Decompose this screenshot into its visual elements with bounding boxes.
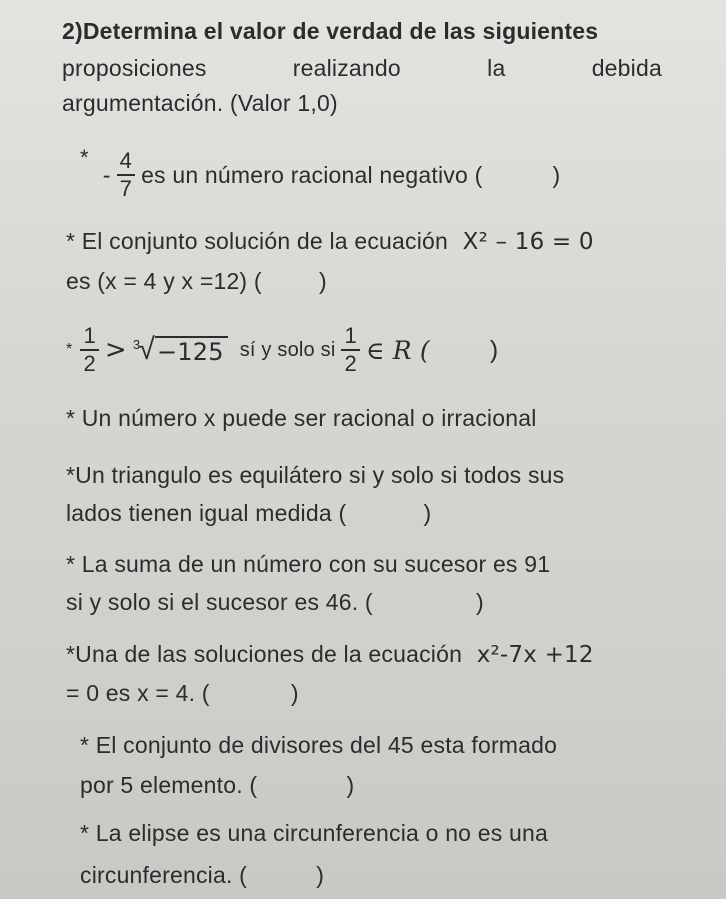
proposition-9-line-1 (80, 820, 548, 847)
p8-text-1: * El conjunto de divisores del 45 esta formado (80, 732, 558, 758)
p2-equation: X² – 16 = 0 (462, 229, 594, 255)
p9-text-2: circunferencia. ( (80, 862, 248, 888)
p3-greater-than: > (104, 335, 127, 365)
proposition-2-line-2 (66, 268, 327, 295)
p9-text-1: * La elipse es una circunferencia o no es una (80, 820, 549, 846)
heading-line-2 (62, 55, 662, 82)
p5-text-2: lados tienen igual medida ( (66, 500, 347, 526)
p6-text-2: si y solo si el sucesor es 46. ( (66, 589, 373, 615)
proposition-6-line-2 (66, 589, 484, 616)
heading-word-4: debida (591, 55, 662, 81)
heading-word-1: proposiciones (62, 55, 207, 81)
p1-text: es un número racional negativo ( (141, 161, 483, 188)
proposition-9-line-2 (80, 862, 324, 889)
p3-text: sí y solo si (239, 338, 336, 361)
p3-radicand: −125 (155, 336, 228, 365)
heading-text-1: 2)Determina el valor de verdad de las siguientes (62, 18, 599, 44)
p3-radical-sign: √ (138, 333, 155, 366)
p1-fraction (117, 150, 135, 200)
p3-denominator-2: 2 (344, 351, 357, 376)
proposition-3 (66, 318, 498, 382)
p3-denominator-1: 2 (83, 351, 96, 376)
heading-word-3: la (487, 55, 506, 81)
p3-bullet: * (66, 341, 73, 358)
p8-text-2: por 5 elemento. ( (80, 772, 258, 798)
proposition-1 (80, 145, 560, 205)
p2-text-2: es (x = 4 y x =12) ( (66, 268, 262, 294)
p1-close: ) (552, 161, 561, 188)
p3-fraction-2 (341, 325, 359, 375)
p6-close: ) (475, 589, 484, 615)
p7-text-1: *Una de las soluciones de la ecuación (66, 641, 463, 667)
proposition-8-line-2 (80, 772, 354, 799)
p9-close: ) (316, 862, 325, 888)
proposition-7-line-2 (66, 680, 299, 707)
p2-text-1: * El conjunto solución de la ecuación (66, 228, 449, 254)
p7-equation: x²-7x +12 (476, 642, 594, 668)
p7-text-2: = 0 es x = 4. ( (66, 680, 210, 706)
heading-word-2: realizando (292, 55, 401, 81)
p3-element-of-reals: ∈ R ( (365, 335, 430, 365)
p3-numerator-2: 1 (341, 325, 359, 351)
p2-close: ) (318, 268, 327, 294)
proposition-7-line-1 (66, 641, 594, 668)
p1-numerator: 4 (117, 150, 135, 176)
p3-numerator-1: 1 (80, 325, 98, 351)
p3-fraction-1 (80, 325, 98, 375)
p5-text-1: *Un triangulo es equilátero si y solo si todos sus (66, 462, 565, 488)
heading-line-3 (62, 90, 338, 117)
p7-close: ) (290, 680, 299, 706)
p1-denominator: 7 (119, 176, 133, 201)
heading-line-1 (62, 18, 662, 45)
p1-minus: - (102, 161, 111, 188)
proposition-5-line-2 (66, 500, 431, 527)
p5-close: ) (423, 500, 432, 526)
proposition-5-line-1 (66, 462, 564, 489)
p8-close: ) (346, 772, 355, 798)
proposition-6-line-1 (66, 551, 550, 578)
p1-bullet: * (80, 145, 89, 170)
p3-cube-root (133, 335, 228, 365)
p6-text-1: * La suma de un número con su sucesor es 91 (66, 551, 551, 577)
p3-root-index: 3 (132, 337, 141, 352)
p4-text: * Un número x puede ser racional o irracional (66, 405, 537, 431)
proposition-8-line-1 (80, 732, 557, 759)
proposition-4 (66, 405, 537, 432)
proposition-2-line-1 (66, 228, 594, 255)
heading-text-3: argumentación. (Valor 1,0) (62, 90, 338, 116)
p3-close: ) (489, 335, 499, 364)
